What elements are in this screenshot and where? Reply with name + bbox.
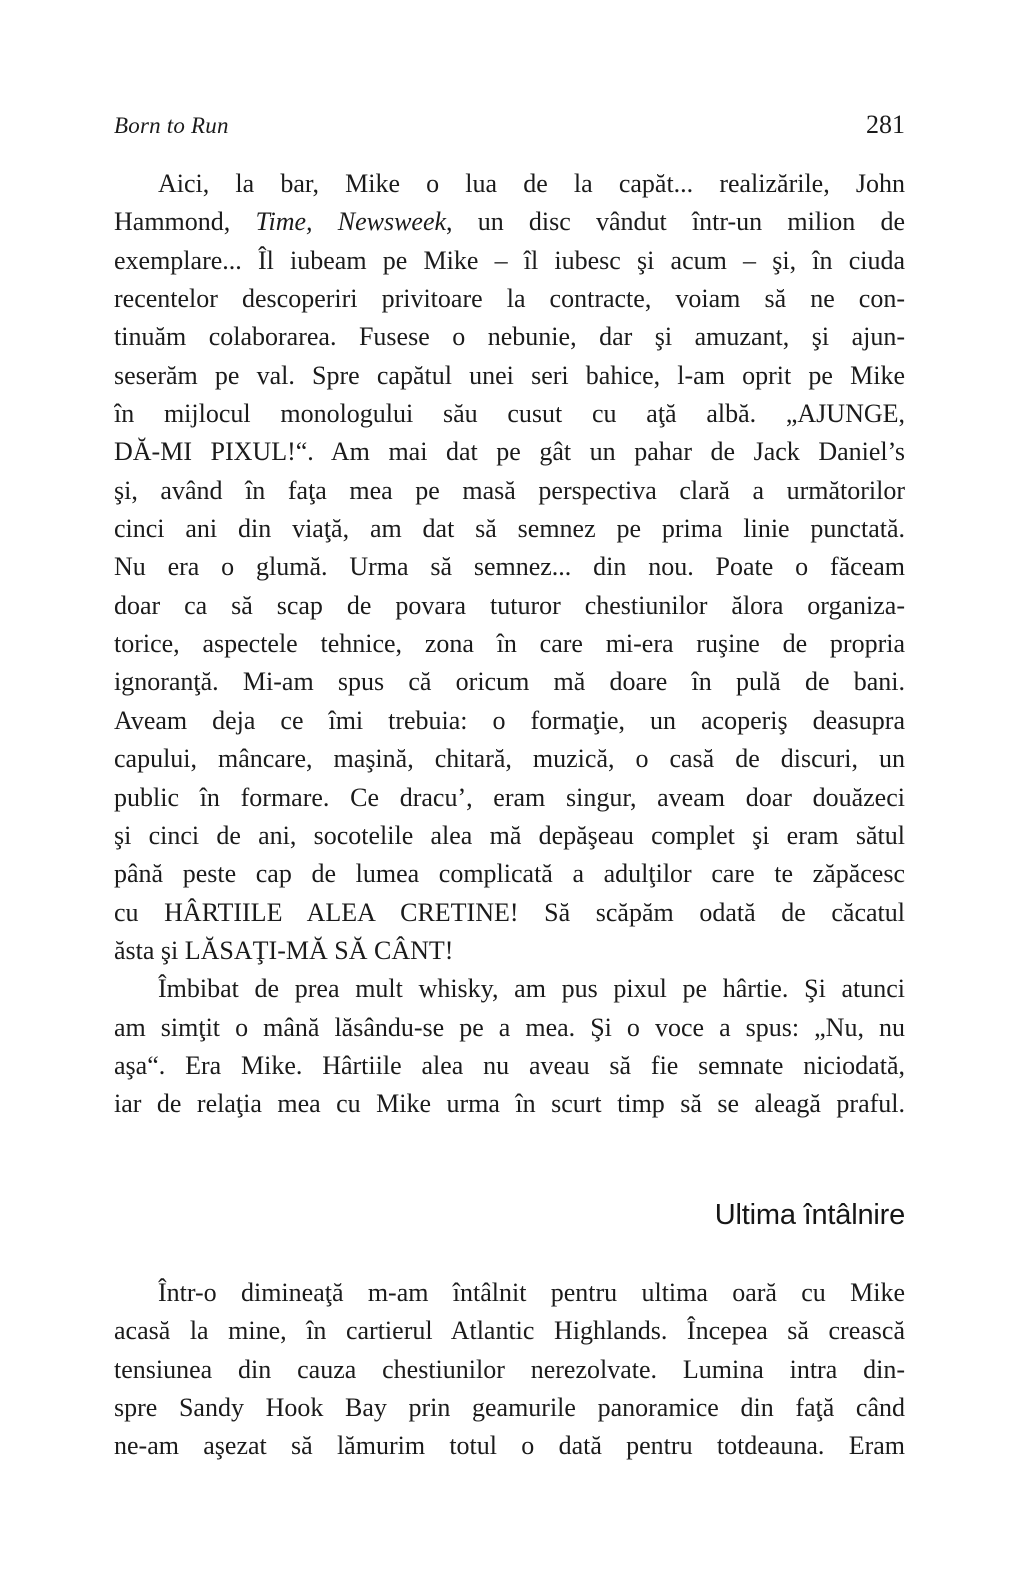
- body-text-block-continued: [114, 1274, 905, 1466]
- text-line: cu HÂRTIILE ALEA CRETINE! Să scăpăm odată de căcatul: [114, 897, 905, 927]
- paragraph: [114, 970, 905, 1123]
- text-line: seserăm pe val. Spre capătul unei seri bahice, l-am oprit pe Mike: [114, 360, 905, 390]
- text-line: Aveam deja ce îmi trebuia: o formaţie, un acoperiş deasupra: [114, 705, 905, 735]
- text-line: cinci ani din viaţă, am dat să semnez pe prima linie punctată.: [114, 514, 905, 544]
- text-line: recentelor descoperiri privitoare la contracte, voiam să ne con-: [114, 284, 905, 314]
- paragraph: [114, 165, 905, 970]
- text-line: Îmbibat de prea mult whisky, am pus pixul pe hârtie. Şi atunci: [158, 974, 905, 1004]
- running-head: [114, 110, 905, 141]
- text-line: doar ca să scap de povara tuturor chestiunilor ălora organiza-: [114, 590, 905, 620]
- text-line: tinuăm colaborarea. Fusese o nebunie, dar şi amuzant, şi ajun-: [114, 322, 905, 352]
- text-line: şi cinci de ani, socotelile alea mă depăşeau complet şi eram sătul: [114, 820, 905, 850]
- paragraph: [114, 1274, 905, 1466]
- text-line: Aici, la bar, Mike o lua de la capăt... realizările, John: [158, 169, 905, 198]
- text-line: până peste cap de lumea complicată a adulţilor care te zăpăcesc: [114, 859, 905, 889]
- text-line: aşa“. Era Mike. Hârtiile alea nu aveau să fie semnate niciodată,: [114, 1050, 905, 1080]
- text-line: şi, având în faţa mea pe masă perspectiva clară a următorilor: [114, 475, 905, 505]
- text-line: ăsta şi LĂSAŢI-MĂ SĂ CÂNT!: [114, 935, 454, 965]
- running-head-title: Born to Run: [114, 113, 229, 138]
- text-line: acasă la mine, în cartierul Atlantic Highlands. Începea să crească: [114, 1316, 905, 1346]
- text-line: în mijlocul monologului său cusut cu aţă albă. „AJUNGE,: [114, 399, 905, 429]
- text-line: Într-o dimineaţă m-am întâlnit pentru ultima oară cu Mike: [158, 1278, 905, 1307]
- text-line: ne-am aşezat să lămurim totul o dată pentru totdeauna. Eram: [114, 1431, 905, 1461]
- text-line: capului, mâncare, maşină, chitară, muzică, o casă de discuri, un: [114, 744, 905, 774]
- text-line: exemplare... Îl iubeam pe Mike – îl iubesc şi acum – şi, în ciuda: [114, 245, 905, 275]
- text-line: public în formare. Ce dracu’, eram singur, aveam doar douăzeci: [114, 782, 905, 812]
- text-line: DĂ-MI PIXUL!“. Am mai dat pe gât un pahar de Jack Daniel’s: [114, 437, 905, 467]
- section-heading: Ultima întâlnire: [714, 1199, 905, 1231]
- text-line: spre Sandy Hook Bay prin geamurile panoramice din faţă când: [114, 1393, 905, 1423]
- text-line: Hammond, Time, Newsweek, un disc vândut într-un milion de: [114, 207, 905, 237]
- text-line: Nu era o glumă. Urma să semnez... din nou. Poate o făceam: [114, 552, 905, 582]
- body-text-block: [114, 165, 905, 1124]
- text-line: tensiunea din cauza chestiunilor nerezolvate. Lumina intra din-: [114, 1354, 905, 1384]
- text-line: ignoranţă. Mi-am spus că oricum mă doare în pulă de bani.: [114, 667, 905, 697]
- page-number: 281: [866, 110, 905, 139]
- text-line: iar de relaţia mea cu Mike urma în scurt timp să se aleagă praful.: [114, 1089, 905, 1119]
- text-line: am simţit o mână lăsându-se pe a mea. Şi o voce a spus: „Nu, nu: [114, 1012, 905, 1042]
- text-line: torice, aspectele tehnice, zona în care mi-era ruşine de propria: [114, 629, 905, 659]
